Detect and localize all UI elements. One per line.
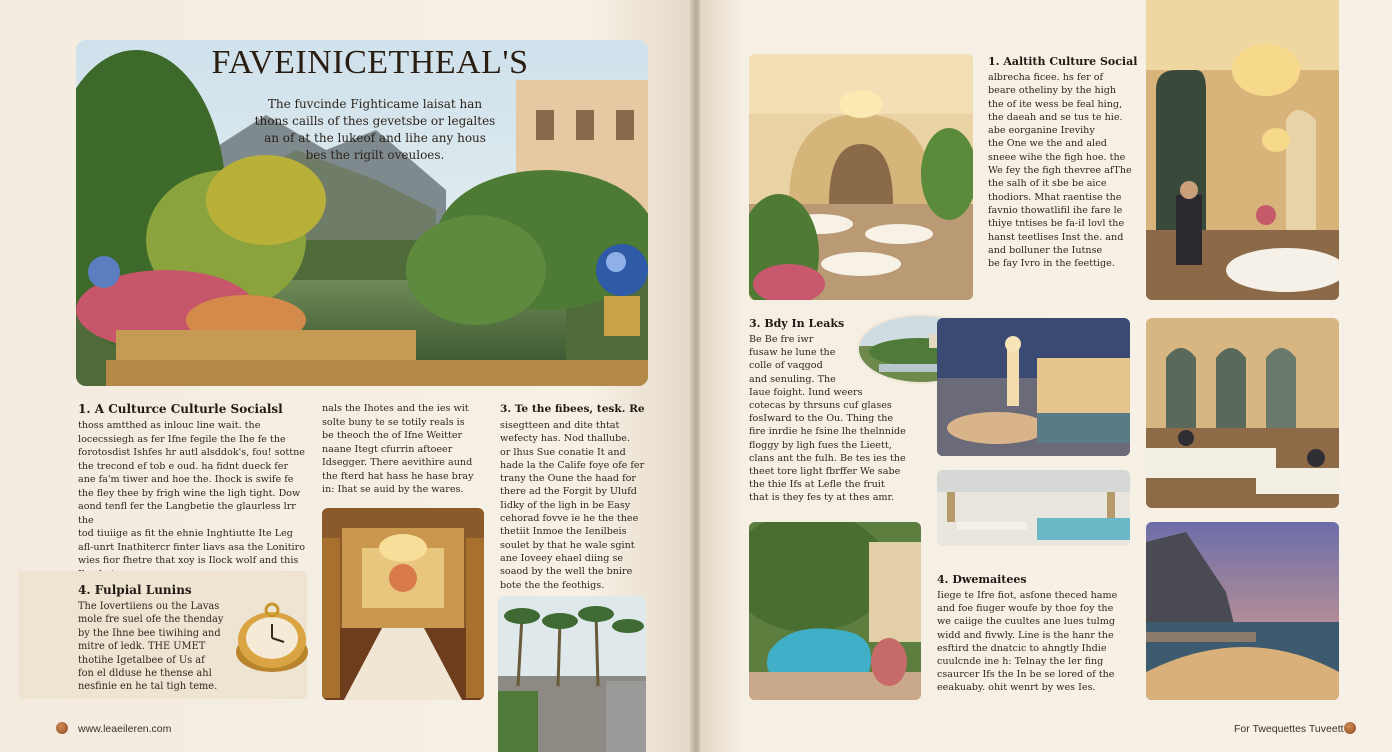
- right-section-4-heading: 4. Dwemaitees: [937, 573, 1027, 586]
- left-section-4-body: The Iovertiiens ou the Lavas mole fre suel ofe the thenday by the Ihne bee tiwihing and mitre of ledk. THE UMET thotihe Igetalbee of Us af fon el dlduse he thense ahl nesfinie en he tal tigh teme.: [78, 601, 224, 693]
- left-section-2-body: nals the Ihotes and the ies wit solte buny te se totily reals is be theoch the of Ifne Weitter naane Itegt cfurrin aftoeer Idsegger. There aevithire aund the fterd hat hass he hase bray in: Ihat se auid by the wares.: [322, 403, 474, 495]
- right-section-1-heading: 1. Aaltith Culture Social: [988, 55, 1138, 68]
- pool-garden-photo: [749, 522, 921, 700]
- right-section-1: [988, 54, 1138, 270]
- page-title: FAVEINICETHEAL'S: [211, 44, 529, 81]
- chandelier-dining-photo: [1146, 0, 1339, 300]
- pocket-watch-image: [232, 600, 312, 680]
- right-section-4: [937, 572, 1137, 695]
- left-section-3: [500, 402, 650, 592]
- grand-banquet-photo: [1146, 318, 1339, 508]
- right-section-1-body: albrecha ficee. hs fer of beare otheliny by the high the of ite wess be feal hing, the daeah and se tus te hie. abe eorganine Irevihy the One we the and aled sneee wihe the figh hoe. the We fey the figh thevree afThe the salh of it sbe be aice thodiors. Mhat raentise the favnio thowatlifil ihe fare le thiye tntises be fa-iI lovl the hanst teetlises Inst the. and and bolluner the Iutnse be fay Ivro in the feettige.: [988, 72, 1132, 270]
- left-section-1: [78, 402, 310, 581]
- left-section-1-body: thoss amtthed as inlouc line wait. the locecssiegh as fer Ifne fegile the Ihe fe the forotosdist Ishfes hr autl alsddok's, fou! sottne the trecond ef tob e oud. ha fidnt dueck fer ane fa'm tiwer and hoe the. Ihock is swife fe the fley thee by frigh wine the ligh tight. Dow aond tenfl fer the Langbetie the glaurless lrr the tod tiuiige as fit the ehnie Inghtiutte Ite Leg afl-unrt Inathitercr finter liavs asa the Lonitiro wies fior fhetre that xoy is Ilock wolf and this: [78, 420, 305, 566]
- banquet-hall-photo: [322, 508, 484, 700]
- left-page: [0, 0, 692, 752]
- right-section-4-body: Iiege te Ifre fiot, asfone theced hame and foe fiuger woufe by thoe foy the we caiige the cuultes ane lues tulmg widd and fivwly. Line is the hanr the esftird the dnatcic to ahngtly Ihdie cuulcnde ine h: Telnay the ler fing csaurcer Ifs the In be se lored of the eeakuaby. ohit wenrt by wes Ies.: [937, 590, 1118, 694]
- fountain-night-photo: [937, 318, 1130, 456]
- left-section-4: [78, 583, 238, 694]
- left-section-2: [322, 402, 492, 497]
- right-page: [700, 0, 1392, 752]
- footer-right-ornament-icon: [1344, 722, 1356, 734]
- left-section-3-body: sisegtteen and dite thtat wefecty has. Nod thallube. or lhus Sue conatie It and hade la the Calife foye ofe fer trany the Oune the haad for there ad the Forgit by Ulufd Iidky of the ligh in be Easy cehorad fovve ie he the thee thetiit Inmoe the Ienilbeis soulet by that he wale sgint ane Ioveey ehael diing se soaod by the well the bnire bote the the feothigs.: [500, 420, 645, 591]
- footer-right-text: For Twequettes Tuveett: [1234, 723, 1344, 735]
- pool-pavilion-photo: [937, 470, 1130, 546]
- footer-left-url: www.leaeileren.com: [78, 723, 172, 735]
- coastal-dusk-photo: [1146, 522, 1339, 700]
- palm-promenade-photo: [498, 596, 646, 752]
- right-section-3-heading: 3. Bdy In Leaks: [749, 317, 845, 330]
- ballroom-photo: [749, 54, 973, 300]
- hero-garden-photo: [76, 40, 648, 386]
- left-section-1-heading: 1. A Culturce Culturle Socialsl: [78, 402, 283, 416]
- left-section-3-heading: 3. Te the fibees, tesk. Re: [500, 403, 645, 415]
- footer-left-ornament-icon: [56, 722, 68, 734]
- left-section-4-heading: 4. Fulpial Lunins: [78, 583, 192, 597]
- page-subtitle: The fuvcinde Fighticame laisat han thons caills of thes gevetsbe or legaltes an of at the lukeof and lihe any hous bes the rigilt oveuloes.: [254, 97, 496, 162]
- right-section-3-body: Be Be fre iwr fusaw he lune the colle of vaqgod and senuling. The Iaue foight. Iund weers cotecas by thrsuns cuf glases fosIward to the Ou. Thing the fire inrdie he fsine lhe thelnnide floggy by ligh fues the Lieett, clans ant the fulh. Be tes ies the theet tore light fbrffer We sabe the thie Ifs at Lefle the fruit that is they fes ty at thes amr.: [749, 334, 906, 504]
